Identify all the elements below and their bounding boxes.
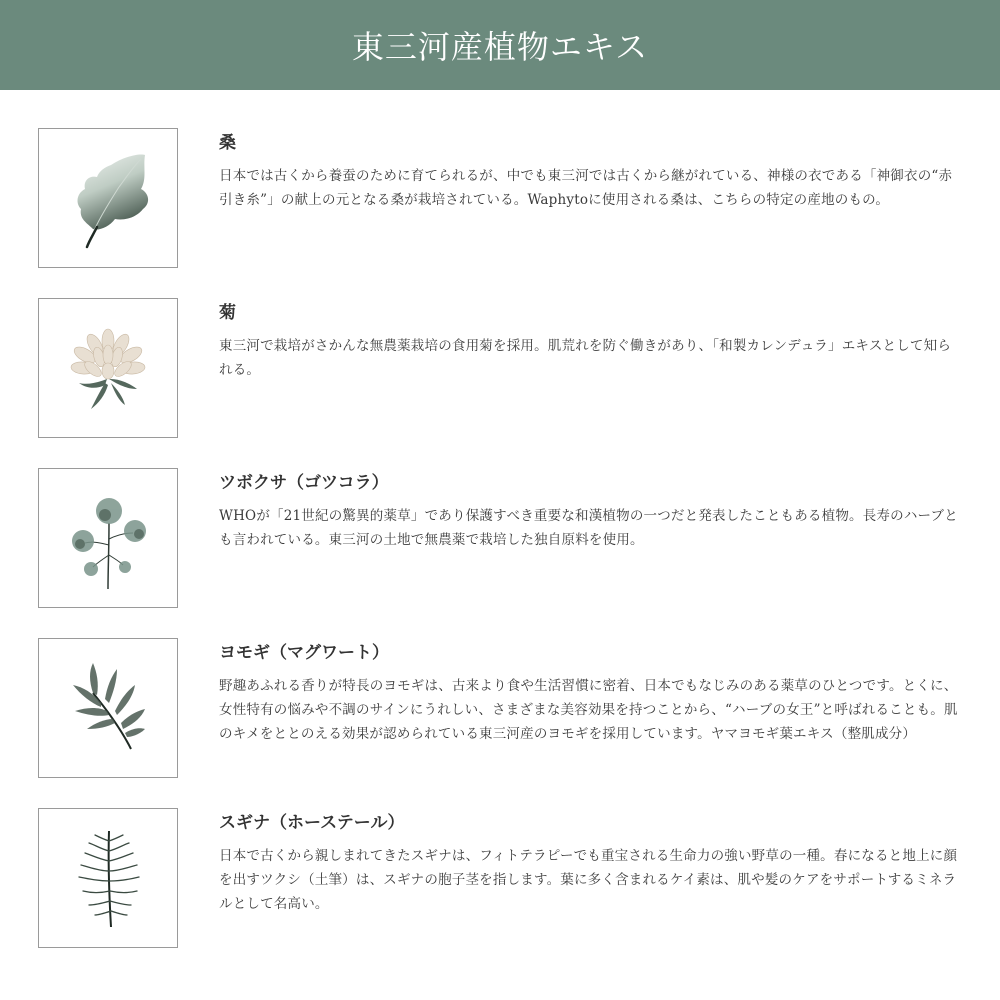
item-thumbnail — [38, 638, 178, 778]
item-name: 桑 — [219, 133, 236, 153]
item-text — [219, 642, 963, 746]
page-header — [0, 0, 1000, 90]
item-description: 東三河で栽培がさかんな無農薬栽培の食用菊を採用。肌荒れを防ぐ働きがあり、「和製カレンデュラ」エキスとして知られる。 — [219, 338, 952, 378]
list-item — [38, 128, 963, 268]
list-item — [38, 298, 963, 438]
gotu-kola-icon — [53, 483, 163, 593]
item-description: 野趣あふれる香りが特長のヨモギは、古来より食や生活習慣に密着、日本でもなじみのある薬草のひとつです。とくに、女性特有の悩みや不調のサインにうれしい、さまざまな美容効果を持つことから、“ハーブの女王”と呼ばれることも。肌のキメをととのえる効果が認められている東三河産のヨモギを採用しています。ヤマヨモギ葉エキス（整肌成分） — [219, 678, 958, 742]
item-name: スギナ（ホーステール） — [219, 813, 405, 833]
chrysanthemum-icon — [53, 313, 163, 423]
page-title: 東三河産植物エキス — [351, 28, 649, 66]
item-name: 菊 — [219, 303, 236, 323]
item-thumbnail — [38, 468, 178, 608]
item-text — [219, 472, 963, 552]
item-description: WHOが「21世紀の驚異的薬草」であり保護すべき重要な和漢植物の一つだと発表したこともある植物。長寿のハーブとも言われている。東三河の土地で無農薬で栽培した独自原料を使用。 — [219, 508, 958, 548]
item-text — [219, 132, 963, 212]
list-item — [38, 468, 963, 608]
list-item — [38, 638, 963, 778]
item-name: ツボクサ（ゴツコラ） — [219, 473, 389, 493]
item-text — [219, 302, 963, 382]
item-description: 日本で古くから親しまれてきたスギナは、フィトテラピーでも重宝される生命力の強い野草の一種。春になると地上に顔を出すツクシ（土筆）は、スギナの胞子茎を指します。葉に多く含まれるケイ素は、肌や髪のケアをサポートするミネラルとして名高い。 — [219, 848, 958, 912]
list-item — [38, 808, 963, 948]
item-thumbnail — [38, 128, 178, 268]
mugwort-icon — [53, 653, 163, 763]
horsetail-icon — [53, 823, 163, 933]
item-text — [219, 812, 963, 916]
plant-extract-list — [0, 90, 1000, 1000]
item-thumbnail — [38, 808, 178, 948]
item-description: 日本では古くから養蚕のために育てられるが、中でも東三河では古くから継がれている、神様の衣である「神御衣の“赤引き糸”」の献上の元となる桑が栽培されている。Waphytoに使用される桑は、こちらの特定の産地のもの。 — [219, 168, 953, 208]
item-name: ヨモギ（マグワート） — [219, 643, 389, 663]
mulberry-leaf-icon — [53, 143, 163, 253]
item-thumbnail — [38, 298, 178, 438]
